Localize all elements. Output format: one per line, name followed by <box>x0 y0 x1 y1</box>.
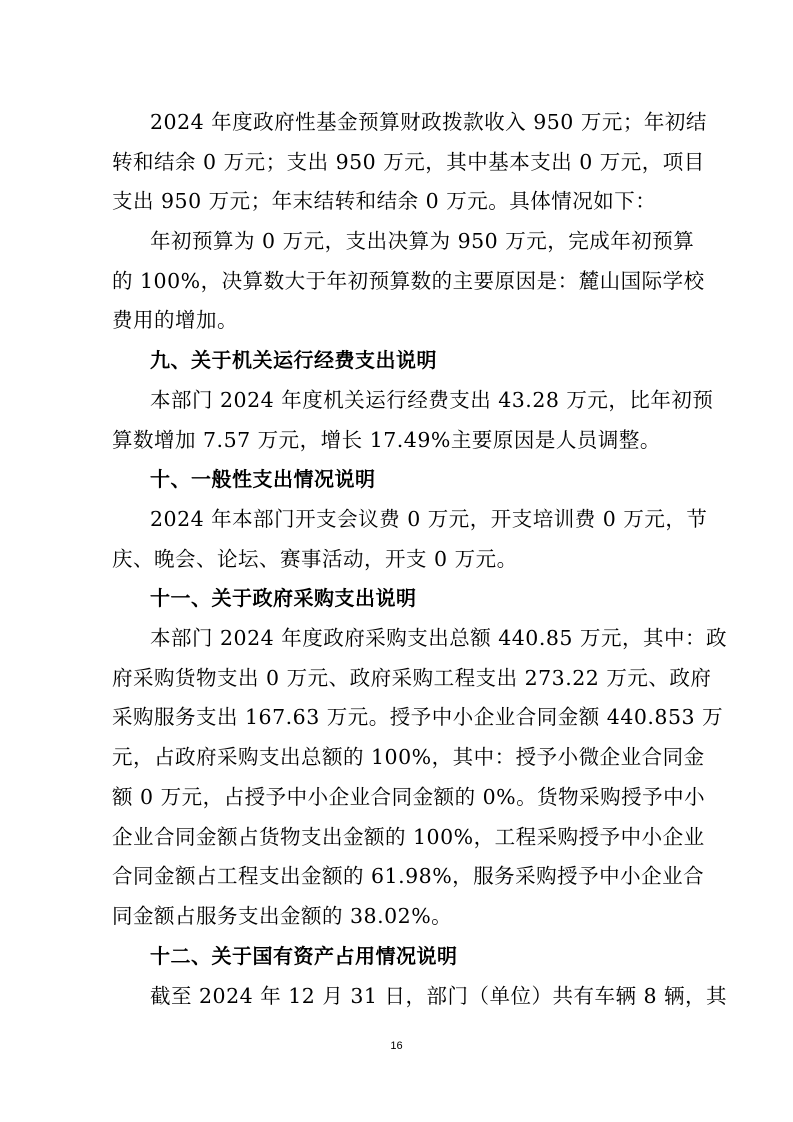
paragraph-line: 合同金额占工程支出金额的 61.98%，服务采购授予中小企业合 <box>112 864 705 888</box>
paragraph-line: 采购服务支出 167.63 万元。授予中小企业合同金额 440.853 万 <box>112 705 724 729</box>
paragraph-line: 府采购货物支出 0 万元、政府采购工程支出 273.22 万元、政府 <box>112 666 712 690</box>
paragraph-line: 庆、晚会、论坛、赛事活动，开支 0 万元。 <box>112 547 518 571</box>
paragraph-line: 本部门 2024 年度政府采购支出总额 440.85 万元，其中：政 <box>150 626 727 650</box>
section-heading: 十、一般性支出情况说明 <box>150 467 376 491</box>
paragraph-line: 费用的增加。 <box>112 308 238 332</box>
section-heading: 十一、关于政府采购支出说明 <box>150 586 417 610</box>
paragraph-line: 支出 950 万元；年末结转和结余 0 万元。具体情况如下： <box>112 189 657 213</box>
paragraph-line: 元，占政府采购支出总额的 100%，其中：授予小微企业合同金 <box>112 745 705 769</box>
paragraph-line: 截至 2024 年 12 月 31 日，部门（单位）共有车辆 8 辆，其 <box>150 984 728 1008</box>
paragraph-line: 转和结余 0 万元；支出 950 万元，其中基本支出 0 万元，项目 <box>112 150 705 174</box>
paragraph-line: 的 100%，决算数大于年初预算数的主要原因是：麓山国际学校 <box>112 269 705 293</box>
paragraph-line: 额 0 万元，占授予中小企业合同金额的 0%。货物采购授予中小 <box>112 785 706 809</box>
section-heading: 十二、关于国有资产占用情况说明 <box>150 944 458 968</box>
section-heading: 九、关于机关运行经费支出说明 <box>150 348 437 372</box>
paragraph-line: 2024 年度政府性基金预算财政拨款收入 950 万元；年初结 <box>150 110 707 134</box>
paragraph-line: 算数增加 7.57 万元，增长 17.49%主要原因是人员调整。 <box>112 428 661 452</box>
paragraph-line: 同金额占服务支出金额的 38.02%。 <box>112 904 453 928</box>
paragraph-line: 企业合同金额占货物支出金额的 100%，工程采购授予中小企业 <box>112 825 705 849</box>
paragraph-line: 2024 年本部门开支会议费 0 万元，开支培训费 0 万元，节 <box>150 507 708 531</box>
paragraph-line: 本部门 2024 年度机关运行经费支出 43.28 万元，比年初预 <box>150 388 714 412</box>
page-number: 16 <box>390 1040 403 1052</box>
paragraph-line: 年初预算为 0 万元，支出决算为 950 万元，完成年初预算 <box>150 229 695 253</box>
